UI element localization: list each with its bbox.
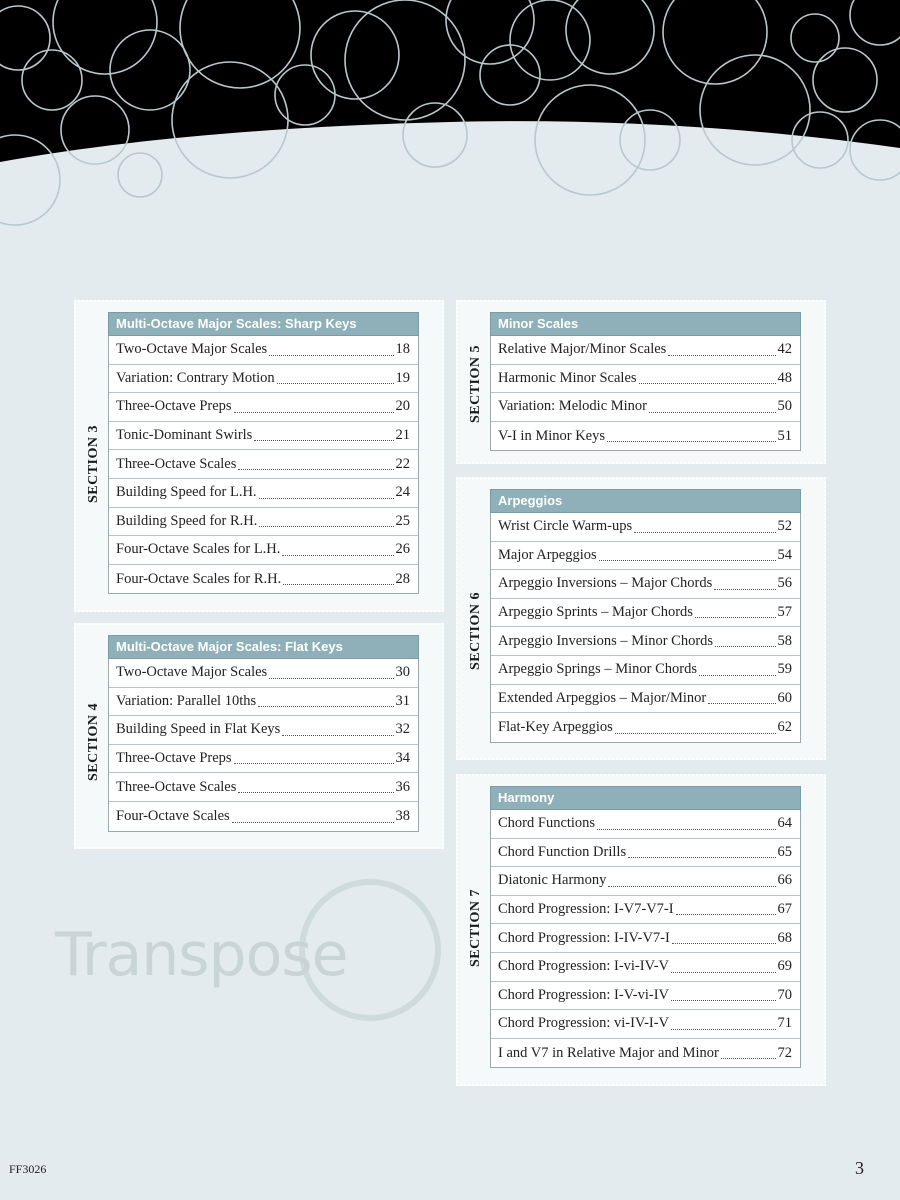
entry-title: Building Speed for R.H. <box>116 512 258 529</box>
toc-entry[interactable] <box>491 656 800 685</box>
entry-page: 38 <box>395 807 410 824</box>
entry-page: 51 <box>777 427 792 444</box>
section-4-panel <box>74 623 444 849</box>
toc-entry[interactable] <box>491 393 800 422</box>
transpose-watermark: Transpose <box>55 920 348 990</box>
entry-page: 34 <box>395 750 410 767</box>
entry-page: 25 <box>395 512 410 529</box>
section-5-label: SECTION 5 <box>468 344 483 424</box>
entry-title: V-I in Minor Keys <box>498 427 606 444</box>
section-5-table <box>490 312 801 451</box>
section-3-panel <box>74 300 444 612</box>
toc-entry[interactable] <box>491 953 800 982</box>
entry-title: Four-Octave Scales for R.H. <box>116 570 282 587</box>
entry-page: 20 <box>395 398 410 415</box>
entry-title: Variation: Parallel 10ths <box>116 692 257 709</box>
entry-title: Two-Octave Major Scales <box>116 664 268 681</box>
entry-title: Four-Octave Scales for L.H. <box>116 541 281 558</box>
toc-entry[interactable] <box>109 716 418 745</box>
entry-page: 50 <box>777 398 792 415</box>
section-4-label: SECTION 4 <box>86 702 101 782</box>
toc-entry[interactable] <box>491 570 800 599</box>
entry-page: 19 <box>395 369 410 386</box>
entry-title: Tonic-Dominant Swirls <box>116 427 253 444</box>
toc-entry[interactable] <box>491 839 800 868</box>
section-7-panel <box>456 774 826 1086</box>
page-number: 3 <box>855 1158 864 1178</box>
entry-title: Variation: Melodic Minor <box>498 398 648 415</box>
entry-title: Variation: Contrary Motion <box>116 369 275 386</box>
entry-title: Arpeggio Inversions – Major Chords <box>498 575 713 592</box>
toc-entry[interactable] <box>491 542 800 571</box>
entry-title: Chord Function Drills <box>498 843 627 860</box>
entry-page: 60 <box>777 689 792 706</box>
entry-title: Major Arpeggios <box>498 546 597 563</box>
entry-title: Arpeggio Inversions – Minor Chords <box>498 632 714 649</box>
toc-entry[interactable] <box>109 745 418 774</box>
toc-entry[interactable] <box>491 422 800 451</box>
entry-page: 69 <box>777 958 792 975</box>
section-7-list <box>490 810 801 1068</box>
toc-entry[interactable] <box>491 867 800 896</box>
entry-page: 72 <box>777 1044 792 1061</box>
entry-page: 26 <box>395 541 410 558</box>
entry-page: 48 <box>777 369 792 386</box>
section-4-header: Multi-Octave Major Scales: Flat Keys <box>108 635 419 659</box>
entry-title: Three-Octave Preps <box>116 398 232 415</box>
entry-page: 64 <box>777 815 792 832</box>
entry-page: 54 <box>777 546 792 563</box>
section-3-label: SECTION 3 <box>86 424 101 504</box>
entry-title: Arpeggio Springs – Minor Chords <box>498 661 697 678</box>
entry-page: 70 <box>777 986 792 1003</box>
bubble-header-band <box>0 0 900 240</box>
toc-entry[interactable] <box>109 365 418 394</box>
toc-entry[interactable] <box>491 1039 800 1068</box>
entry-title: Chord Functions <box>498 815 596 832</box>
section-6-panel <box>456 477 826 760</box>
section-6-header: Arpeggios <box>490 489 801 513</box>
toc-entry[interactable] <box>491 810 800 839</box>
toc-entry[interactable] <box>491 685 800 714</box>
section-7-table <box>490 786 801 1068</box>
toc-entry[interactable] <box>491 1010 800 1039</box>
entry-title: Chord Progression: vi-IV-I-V <box>498 1015 670 1032</box>
entry-page: 68 <box>777 929 792 946</box>
entry-title: I and V7 in Relative Major and Minor <box>498 1044 719 1061</box>
entry-title: Chord Progression: I-V7-V7-I <box>498 901 674 918</box>
section-5-header: Minor Scales <box>490 312 801 336</box>
toc-entry[interactable] <box>109 659 418 688</box>
entry-title: Chord Progression: I-vi-IV-V <box>498 958 670 975</box>
section-6-table <box>490 489 801 743</box>
entry-page: 31 <box>395 692 410 709</box>
toc-entry[interactable] <box>491 896 800 925</box>
toc-entry[interactable] <box>491 365 800 394</box>
toc-entry[interactable] <box>491 924 800 953</box>
entry-page: 42 <box>777 341 792 358</box>
section-6-label: SECTION 6 <box>468 591 483 671</box>
entry-page: 56 <box>777 575 792 592</box>
toc-entry[interactable] <box>109 508 418 537</box>
entry-page: 30 <box>395 664 410 681</box>
entry-page: 21 <box>395 427 410 444</box>
toc-entry[interactable] <box>109 536 418 565</box>
toc-entry[interactable] <box>491 513 800 542</box>
product-code: FF3026 <box>9 1162 47 1176</box>
entry-page: 18 <box>395 341 410 358</box>
entry-page: 24 <box>395 484 410 501</box>
entry-title: Four-Octave Scales <box>116 807 230 824</box>
toc-entry[interactable] <box>109 688 418 717</box>
section-3-list <box>108 336 419 594</box>
section-6-list <box>490 513 801 743</box>
entry-page: 52 <box>777 518 792 535</box>
section-4-list <box>108 659 419 832</box>
section-4-table <box>108 635 419 832</box>
toc-entry[interactable] <box>109 393 418 422</box>
toc-entry[interactable] <box>491 336 800 365</box>
entry-title: Building Speed in Flat Keys <box>116 721 281 738</box>
entry-title: Flat-Key Arpeggios <box>498 718 613 735</box>
entry-page: 36 <box>395 778 410 795</box>
entry-page: 65 <box>777 843 792 860</box>
toc-entry[interactable] <box>109 479 418 508</box>
toc-entry[interactable] <box>109 450 418 479</box>
entry-page: 62 <box>777 718 792 735</box>
entry-page: 58 <box>777 632 792 649</box>
entry-title: Two-Octave Major Scales <box>116 341 268 358</box>
entry-title: Chord Progression: I-IV-V7-I <box>498 929 670 946</box>
toc-entry[interactable] <box>491 713 800 742</box>
section-7-header: Harmony <box>490 786 801 810</box>
section-5-panel <box>456 300 826 464</box>
section-3-table <box>108 312 419 594</box>
entry-title: Three-Octave Scales <box>116 455 237 472</box>
section-7-label: SECTION 7 <box>468 888 483 968</box>
toc-entry[interactable] <box>109 422 418 451</box>
toc-entry[interactable] <box>109 802 418 831</box>
entry-page: 28 <box>395 570 410 587</box>
toc-entry[interactable] <box>491 627 800 656</box>
entry-page: 57 <box>777 604 792 621</box>
entry-title: Diatonic Harmony <box>498 872 607 889</box>
entry-title: Harmonic Minor Scales <box>498 369 637 386</box>
toc-entry[interactable] <box>109 565 418 594</box>
entry-page: 22 <box>395 455 410 472</box>
entry-title: Chord Progression: I-V-vi-IV <box>498 986 670 1003</box>
toc-entry[interactable] <box>109 773 418 802</box>
entry-page: 59 <box>777 661 792 678</box>
section-5-list <box>490 336 801 451</box>
toc-entry[interactable] <box>109 336 418 365</box>
entry-title: Relative Major/Minor Scales <box>498 341 667 358</box>
toc-entry[interactable] <box>491 599 800 628</box>
entry-title: Building Speed for L.H. <box>116 484 257 501</box>
entry-page: 71 <box>777 1015 792 1032</box>
entry-title: Three-Octave Preps <box>116 750 232 767</box>
entry-title: Wrist Circle Warm-ups <box>498 518 633 535</box>
toc-entry[interactable] <box>491 982 800 1011</box>
entry-title: Arpeggio Sprints – Major Chords <box>498 604 693 621</box>
section-3-header: Multi-Octave Major Scales: Sharp Keys <box>108 312 419 336</box>
entry-page: 32 <box>395 721 410 738</box>
entry-page: 66 <box>777 872 792 889</box>
entry-page: 67 <box>777 901 792 918</box>
entry-title: Extended Arpeggios – Major/Minor <box>498 689 707 706</box>
entry-title: Three-Octave Scales <box>116 778 237 795</box>
